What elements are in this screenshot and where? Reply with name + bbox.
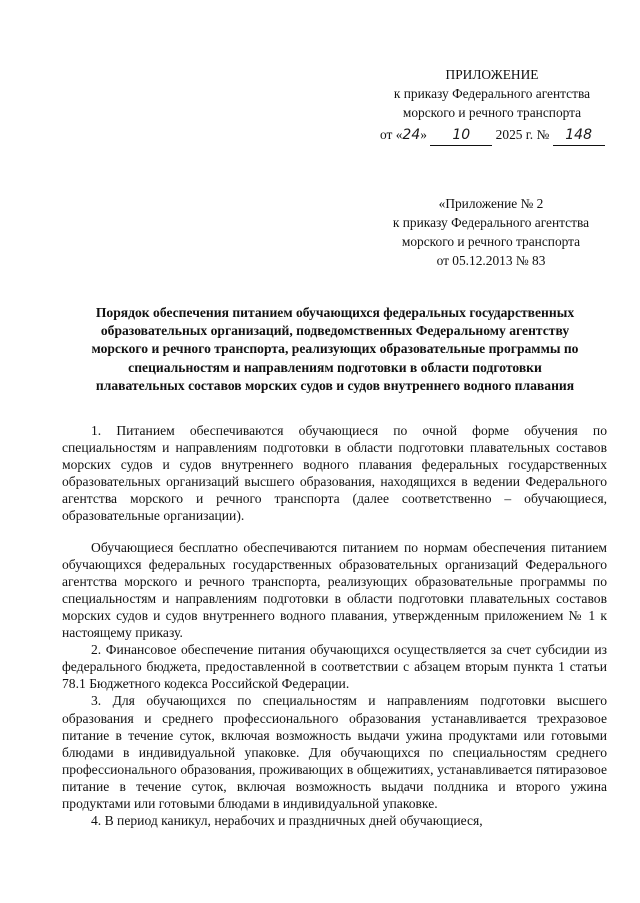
paragraph-4: 4. В период каникул, нерабочих и праздничных дней обучающиеся, <box>91 813 483 829</box>
document-body <box>62 422 607 829</box>
original-appendix-line-1: «Приложение № 2 <box>438 196 544 211</box>
title-line: плавательных составов морских судов и судов внутреннего водного плавания <box>95 377 575 393</box>
title-line: образовательных организаций, подведомственных Федеральному агентству <box>100 323 570 339</box>
paragraph-3: 3. Для обучающихся по специальностям и направлениям подготовки высшего образования и среднего профессионального образования устанавливается трехразовое питание в течение суток, включая возможность выдачи ужина продуктами или готовыми блюдами в индивидуальной упаковке. Для обучающихся по специальностям среднего профессионального образования, проживающих в общежитиях, устанавливается пятиразовое питание в течение суток, включая возможность выдачи полдника и второго ужина продуктами или готовыми блюдами в индивидуальной упаковке. <box>62 693 607 811</box>
original-appendix-line-4: от 05.12.2013 № 83 <box>436 253 546 268</box>
date-prefix: от « <box>380 127 403 142</box>
document-title <box>55 304 615 395</box>
original-appendix-block <box>378 194 604 270</box>
title-line: морского и речного транспорта, реализующих образовательные программы по <box>91 341 579 357</box>
appendix-line-2: морского и речного транспорта <box>402 105 582 120</box>
appendix-block <box>380 65 604 146</box>
original-appendix-line-3: морского и речного транспорта <box>401 234 581 249</box>
appendix-line-1: к приказу Федерального агентства <box>393 86 591 101</box>
handwritten-day: 24 <box>402 127 421 143</box>
year-and-number-label: 2025 г. № <box>495 127 550 142</box>
handwritten-month: 10 <box>452 127 471 143</box>
title-line: Порядок обеспечения питанием обучающихся федеральных государственных <box>95 305 575 320</box>
appendix-heading: ПРИЛОЖЕНИЕ <box>445 67 539 82</box>
paragraph-1: 1. Питанием обеспечиваются обучающиеся по очной форме обучения по специальностям и направлениям подготовки в области подготовки плавательных составов морских судов и судов внутреннего водного плавания федеральных государственных образовательных организаций высшего образования, находящихся в ведении Федерального агентства морского и речного транспорта (далее соответственно – обучающиеся, образовательные организации). <box>62 423 607 524</box>
date-mid: » <box>420 127 427 142</box>
original-appendix-line-2: к приказу Федерального агентства <box>392 215 590 230</box>
month-blank <box>430 125 492 146</box>
paragraph-2: 2. Финансовое обеспечение питания обучающихся осуществляется за счет субсидии из федерального бюджета, предоставленной в соответствии с абзацем вторым пункта 1 статьи 78.1 Бюджетного кодекса Российской Федерации. <box>62 642 607 692</box>
order-date-number-line <box>380 125 604 146</box>
paragraph-1b: Обучающиеся бесплатно обеспечиваются питанием по нормам обеспечения питанием обучающихся федеральных государственных образовательных организаций Федерального агентства морского и речного транспорта, реализующих образовательные программы по специальностям и направлениям подготовки в области подготовки плавательных составов морских судов и судов внутреннего водного плавания, утвержденным приложением № 1 к настоящему приказу. <box>62 539 607 641</box>
handwritten-number: 148 <box>565 127 592 143</box>
title-line: специальностям и направлениям подготовки в области подготовки <box>128 359 542 375</box>
number-blank <box>553 125 605 146</box>
